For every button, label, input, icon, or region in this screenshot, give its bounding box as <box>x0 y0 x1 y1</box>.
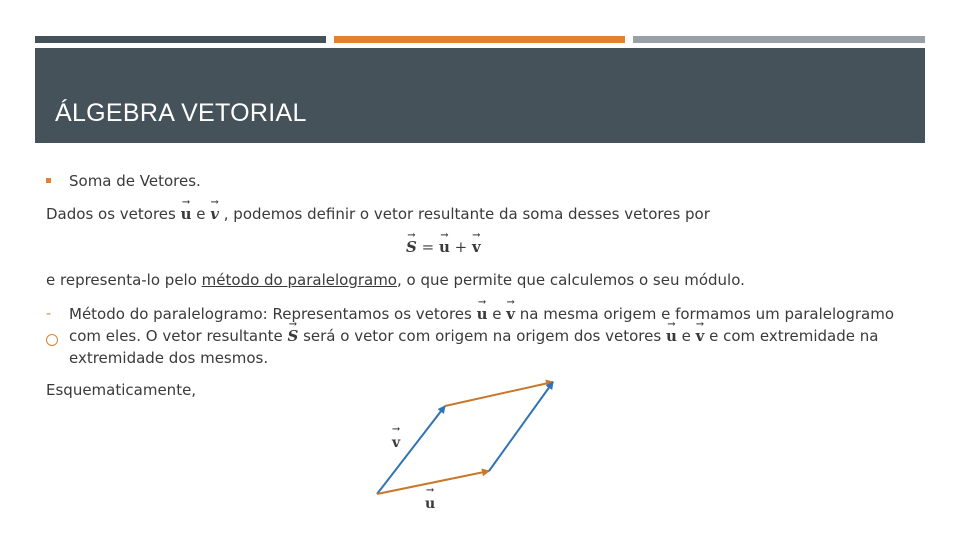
parallelogram-method-link: método do paralelogramo <box>201 271 397 289</box>
vector-u: → u <box>181 203 192 225</box>
schema-text: Esquematicamente, <box>46 381 197 399</box>
intro-suffix: , podemos definir o vetor resultante da soma desses vetores por <box>219 205 710 223</box>
parallel-v-arrow <box>489 382 553 471</box>
method-line2-suffix: e com extremidade na <box>704 327 879 345</box>
method-line1-prefix: Método do paralelogramo: Representamos os vetores <box>69 305 477 323</box>
vector-s: → S <box>406 236 417 258</box>
method-u2: → u <box>666 325 677 347</box>
method-u: → u <box>477 303 488 325</box>
bullet-text: Soma de Vetores. <box>69 172 201 190</box>
method-and2: e <box>676 327 696 345</box>
method-v: → v <box>506 303 515 325</box>
method-and: e <box>487 305 507 323</box>
diagram-label-v: → v <box>392 435 400 451</box>
vector-v-arrow <box>377 406 445 494</box>
intro-prefix: Dados os vetores <box>46 205 181 223</box>
method-s: → S <box>287 325 298 347</box>
slide-title: ÁLGEBRA VETORIAL <box>55 99 307 127</box>
vector-v: → v <box>210 203 219 225</box>
formula-v: → v <box>472 236 481 258</box>
method-line2-mid: será o vetor com origem na origem dos vetores <box>298 327 666 345</box>
represent-prefix: e representa-lo pelo <box>46 271 202 289</box>
method-line1-suffix: na mesma origem e formamos um paralelogramo <box>515 305 895 323</box>
formula-eq: = <box>416 238 439 256</box>
intro-and: e <box>191 205 211 223</box>
represent-suffix: , o que permite que calculemos o seu módulo. <box>397 271 745 289</box>
parallel-u-arrow <box>445 382 553 406</box>
method-line2-prefix: com eles. O vetor resultante <box>69 327 288 345</box>
dash-marker: - <box>46 306 52 322</box>
method-v2: → v <box>696 325 705 347</box>
method-line-3: extremidade dos mesmos. <box>69 349 269 367</box>
formula-plus: + <box>449 238 472 256</box>
formula-u: → u <box>439 236 450 258</box>
diagram-label-u: → u <box>425 496 435 512</box>
